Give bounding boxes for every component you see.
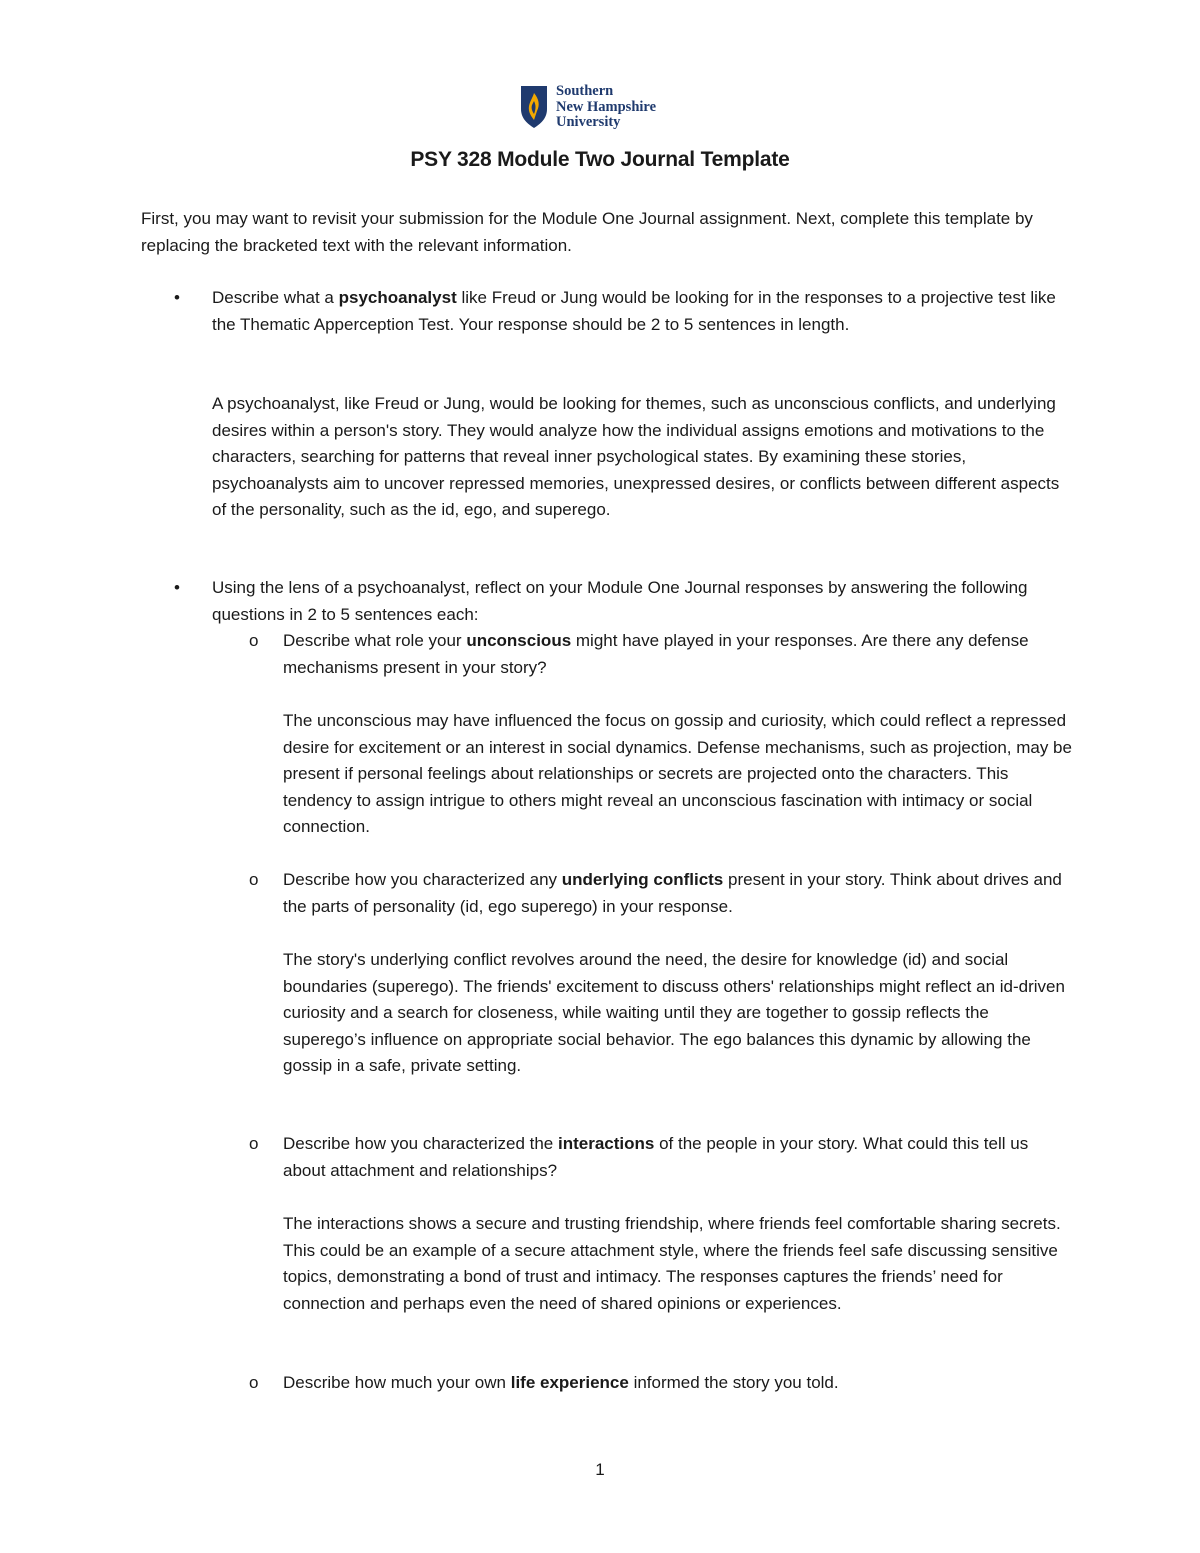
prompt-keyword: life experience: [510, 1373, 629, 1392]
prompt-text: might have played in your responses. Are there any defense mechanisms present in your story?: [283, 631, 1029, 677]
answer-1: A psychoanalyst, like Freud or Jung, would be looking for themes, such as unconscious conflicts, and underlying desires within a person's story. They would analyze how the individual assigns emotions and motivations to the characters, searching for patterns that reveal inner psychological states. By examining these stories, psychoanalysts aim to uncover repressed memories, unexpressed desires, or conflicts between different aspects of the personality, such as the id, ego, and superego.: [212, 394, 1060, 519]
answer-2: The unconscious may have influenced the focus on gossip and curiosity, which could reflect a repressed desire for excitement or an interest in social dynamics. Defense mechanisms, such as projection, may be present if personal feelings about relationships or secrets are projected onto the characters. This tendency to assign intrigue to others might reveal an unconscious fascination with intimacy or social connection.: [283, 711, 1072, 836]
logo-line-3: University: [556, 114, 621, 130]
prompt-text: informed the story you told.: [628, 1373, 839, 1392]
bullet-prompt-2: Using the lens of a psychoanalyst, reflect on your Module One Journal responses by answering the following questions in 2 to 5 sentences each:: [212, 578, 1028, 624]
prompt-keyword: underlying conflicts: [561, 870, 724, 889]
logo-line-2: New Hampshire: [556, 98, 657, 115]
prompt-text: Describe what a: [212, 288, 339, 307]
logo-line-1: Southern: [556, 83, 614, 99]
sub-bullet-marker: o: [249, 1373, 259, 1392]
answer-4: The interactions shows a secure and trusting friendship, where friends feel comfortable sharing secrets. This could be an example of a secure attachment style, where the friends feel safe discussing sensitive topics, demonstrating a bond of trust and intimacy. The responses captures the friends’ need for connection and perhaps even the need of shared opinions or experiences.: [283, 1214, 1061, 1313]
prompt-keyword: unconscious: [466, 631, 572, 650]
document-title: PSY 328 Module Two Journal Template: [410, 148, 790, 171]
answer-3: The story's underlying conflict revolves around the need, the desire for knowledge (id) and social boundaries (superego). The friends' excitement to discuss others' relationships might reflect an id-driven curiosity and a search for closeness, while waiting until they are together to gossip reflects the superego’s influence on appropriate social behavior. The ego balances this dynamic by allowing the gossip in a safe, private setting.: [283, 950, 1065, 1075]
sub-prompt-2: [283, 867, 1073, 920]
logo-wordmark: [556, 84, 656, 131]
prompt-text: like Freud or Jung would be looking for in the responses to a projective test like the Thematic Apperception Test. Your response should be 2 to 5 sentences in length.: [212, 288, 1056, 334]
prompt-text: Describe how much your own: [283, 1373, 511, 1392]
page-number: 1: [595, 1460, 605, 1479]
prompt-text: Describe how you characterized the: [283, 1134, 558, 1153]
prompt-text: present in your story. Think about drives and the parts of personality (id, ego superego) in your response.: [283, 870, 1062, 916]
shield-flame-icon: [520, 85, 548, 129]
sub-bullet-marker: o: [249, 631, 259, 650]
bullet-marker: •: [174, 288, 180, 307]
sub-bullet-marker: o: [249, 870, 259, 889]
sub-prompt-1: [283, 628, 1073, 681]
prompt-text: Describe what role your: [283, 631, 467, 650]
sub-prompt-3: [283, 1131, 1073, 1184]
prompt-keyword: interactions: [557, 1134, 655, 1153]
sub-bullet-marker: o: [249, 1134, 259, 1153]
intro-paragraph: First, you may want to revisit your submission for the Module One Journal assignment. Next, complete this template by replacing the bracketed text with the relevant information.: [141, 209, 1033, 255]
sub-prompt-4: [283, 1370, 1073, 1397]
prompt-keyword: psychoanalyst: [338, 288, 457, 307]
prompt-text: of the people in your story. What could this tell us about attachment and relationships?: [283, 1134, 1029, 1180]
university-logo: [520, 84, 656, 131]
prompt-text: Describe how you characterized any: [283, 870, 562, 889]
bullet-marker: •: [174, 578, 180, 597]
bullet-prompt-1: [212, 285, 1072, 338]
